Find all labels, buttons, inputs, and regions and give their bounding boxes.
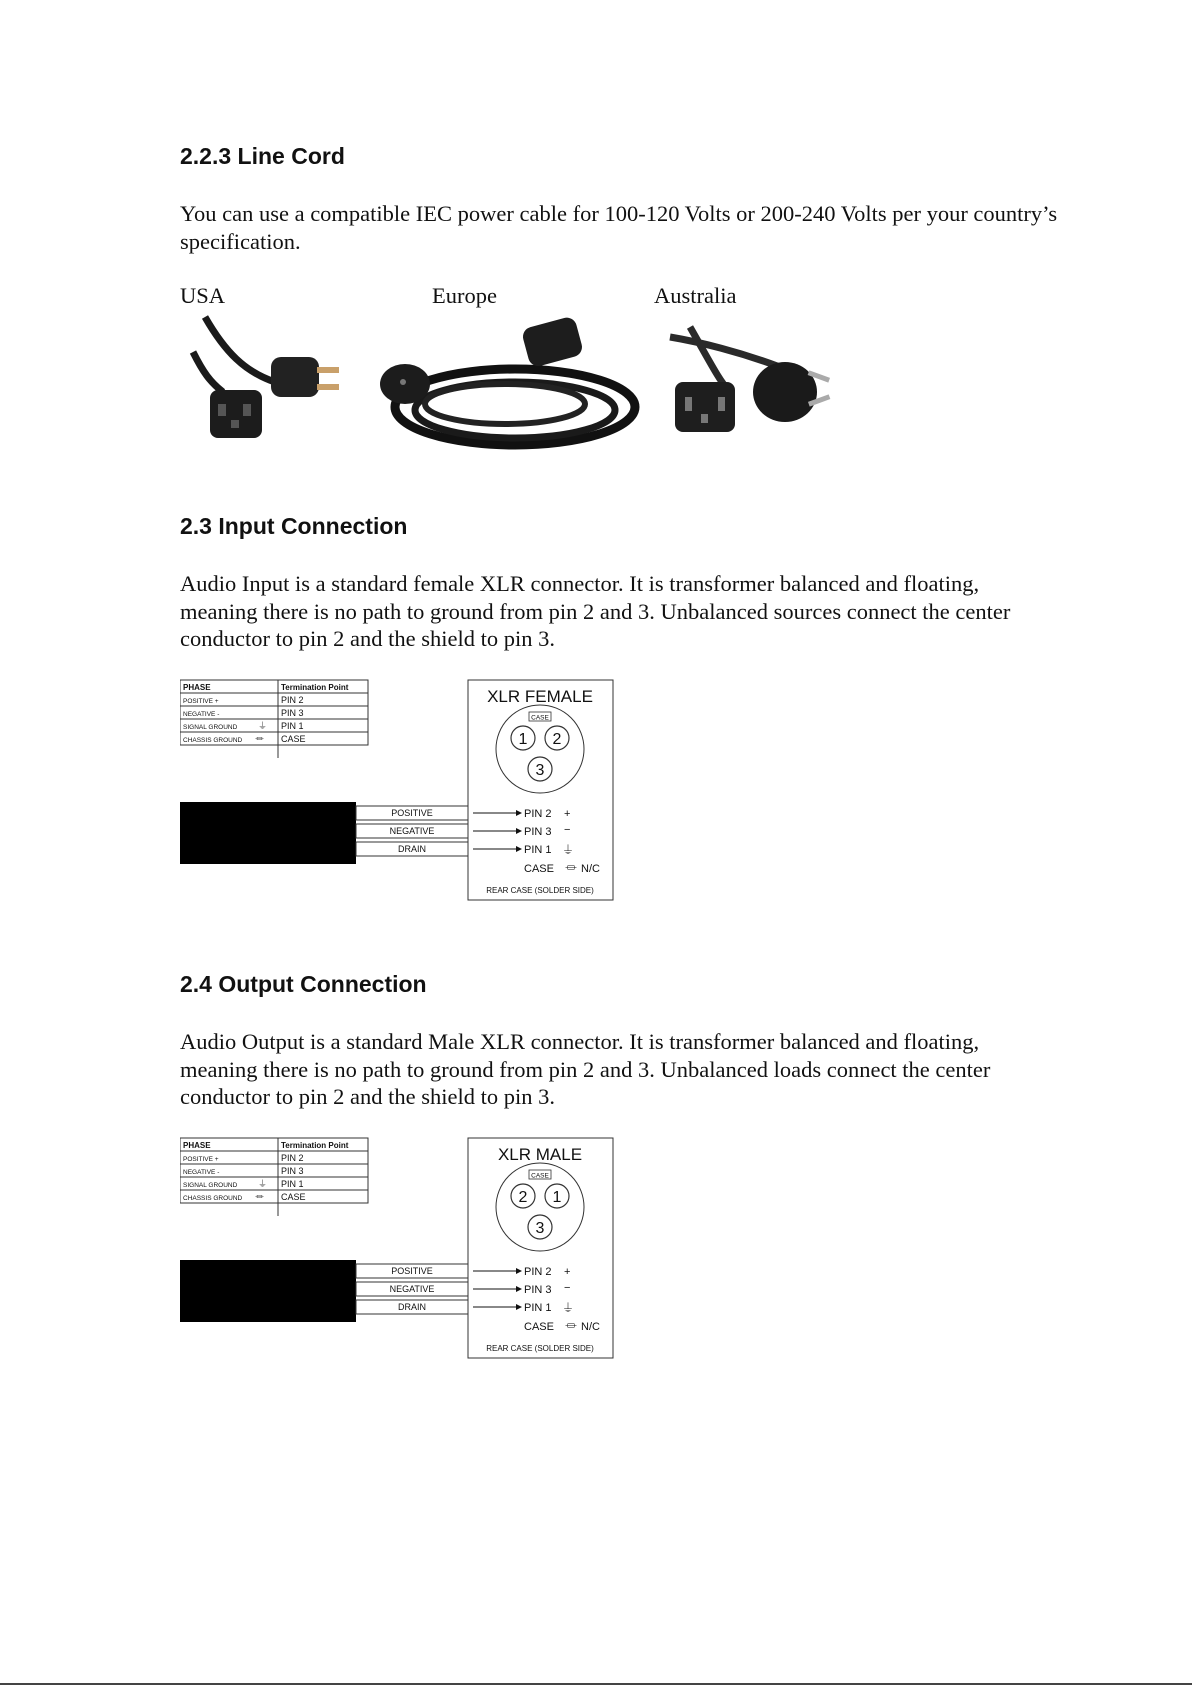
table-cell: PIN 1 [281, 1179, 304, 1189]
connector-title: XLR MALE [497, 1145, 583, 1164]
usa-power-cord-image [185, 312, 355, 462]
country-label-europe: Europe [432, 283, 497, 308]
table-header-termination: Termination Point [281, 683, 349, 692]
table-cell: POSITIVE + [183, 1156, 219, 1163]
nc-label: N/C [581, 863, 600, 875]
chassis-ground-icon: ⏛ [255, 1192, 265, 1202]
pin-number: 2 [518, 1189, 528, 1206]
table-cell: CHASSIS GROUND [183, 737, 243, 744]
wire-label-negative: NEGATIVE [389, 1284, 435, 1294]
australia-power-cord-image [660, 312, 850, 462]
table-cell: PIN 3 [281, 708, 304, 718]
nc-label: N/C [581, 1321, 600, 1333]
section-heading-line-cord: 2.2.3 Line Cord [180, 143, 345, 169]
pin-number: 1 [552, 1189, 562, 1206]
case-small-label: CASE [531, 1172, 549, 1180]
table-header-phase: PHASE [183, 1141, 211, 1150]
case-label: CASE [524, 1321, 554, 1333]
pin-number: 3 [535, 1220, 545, 1237]
chassis-ground-icon: ⏛ [255, 734, 265, 744]
wire-label-positive: POSITIVE [391, 808, 433, 818]
table-cell: NEGATIVE - [183, 711, 220, 718]
connector-title: XLR FEMALE [487, 687, 593, 706]
country-label-usa: USA [180, 283, 226, 308]
table-cell: POSITIVE + [183, 698, 219, 705]
pin-label: PIN 2 [524, 1266, 552, 1278]
chassis-ground-icon: ⏛ [565, 1319, 578, 1333]
table-cell: CHASSIS GROUND [183, 1195, 243, 1202]
section-heading-output: 2.4 Output Connection [180, 971, 427, 997]
section-heading-input: 2.3 Input Connection [180, 513, 408, 539]
minus-icon: − [564, 1282, 571, 1294]
wire-label-drain: DRAIN [397, 844, 427, 854]
output-paragraph: Audio Output is a standard Male XLR connector. It is transformer balanced and floating, meaning there is no path to ground from pin 2 and 3. Unbalanced loads connect the center conductor to pin 2 and the shield to pin 3. [180, 1029, 991, 1109]
cable-block [180, 802, 356, 864]
pin-number: 2 [552, 731, 562, 748]
wire-label-positive: POSITIVE [391, 1266, 433, 1276]
table-cell: NEGATIVE - [183, 1169, 220, 1176]
plus-icon: + [564, 1266, 571, 1278]
table-cell: CASE [281, 734, 306, 744]
pin-number: 1 [518, 731, 528, 748]
country-label-australia: Australia [654, 283, 737, 308]
rear-case-label: REAR CASE (SOLDER SIDE) [486, 1344, 594, 1353]
output-wiring-diagram [180, 1136, 620, 1366]
pin-label: PIN 3 [524, 826, 552, 838]
table-cell: SIGNAL GROUND [183, 724, 238, 731]
case-label: CASE [524, 863, 554, 875]
signal-ground-icon: ⏚ [258, 721, 268, 731]
input-paragraph: Audio Input is a standard female XLR connector. It is transformer balanced and floating, meaning there is no path to ground from pin 2 and 3. Unbalanced sources connect the center conductor to pin 2 and the shield to pin 3. [180, 571, 1011, 651]
table-cell: CASE [281, 1192, 306, 1202]
table-header-termination: Termination Point [281, 1141, 349, 1150]
input-wiring-diagram [180, 678, 620, 908]
wire-label-drain: DRAIN [397, 1302, 427, 1312]
chassis-ground-icon: ⏛ [565, 861, 578, 875]
pin-label: PIN 3 [524, 1284, 552, 1296]
pin-label: PIN 1 [524, 844, 552, 856]
wire-label-negative: NEGATIVE [389, 826, 435, 836]
cable-block [180, 1260, 356, 1322]
pin-label: PIN 2 [524, 808, 552, 820]
rear-case-label: REAR CASE (SOLDER SIDE) [486, 886, 594, 895]
pin-number: 3 [535, 762, 545, 779]
minus-icon: − [564, 824, 571, 836]
table-cell: PIN 1 [281, 721, 304, 731]
table-cell: PIN 3 [281, 1166, 304, 1176]
table-cell: PIN 2 [281, 695, 304, 705]
table-header-phase: PHASE [183, 683, 211, 692]
plus-icon: + [564, 808, 571, 820]
table-cell: SIGNAL GROUND [183, 1182, 238, 1189]
case-small-label: CASE [531, 714, 549, 722]
ground-icon: ⏚ [562, 1301, 575, 1315]
line-cord-paragraph: You can use a compatible IEC power cable for 100-120 Volts or 200-240 Volts per your country’s specification. [180, 201, 1058, 254]
pin-label: PIN 1 [524, 1302, 552, 1314]
europe-power-cord-image [365, 312, 645, 462]
table-cell: PIN 2 [281, 1153, 304, 1163]
ground-icon: ⏚ [562, 843, 575, 857]
signal-ground-icon: ⏚ [258, 1179, 268, 1189]
